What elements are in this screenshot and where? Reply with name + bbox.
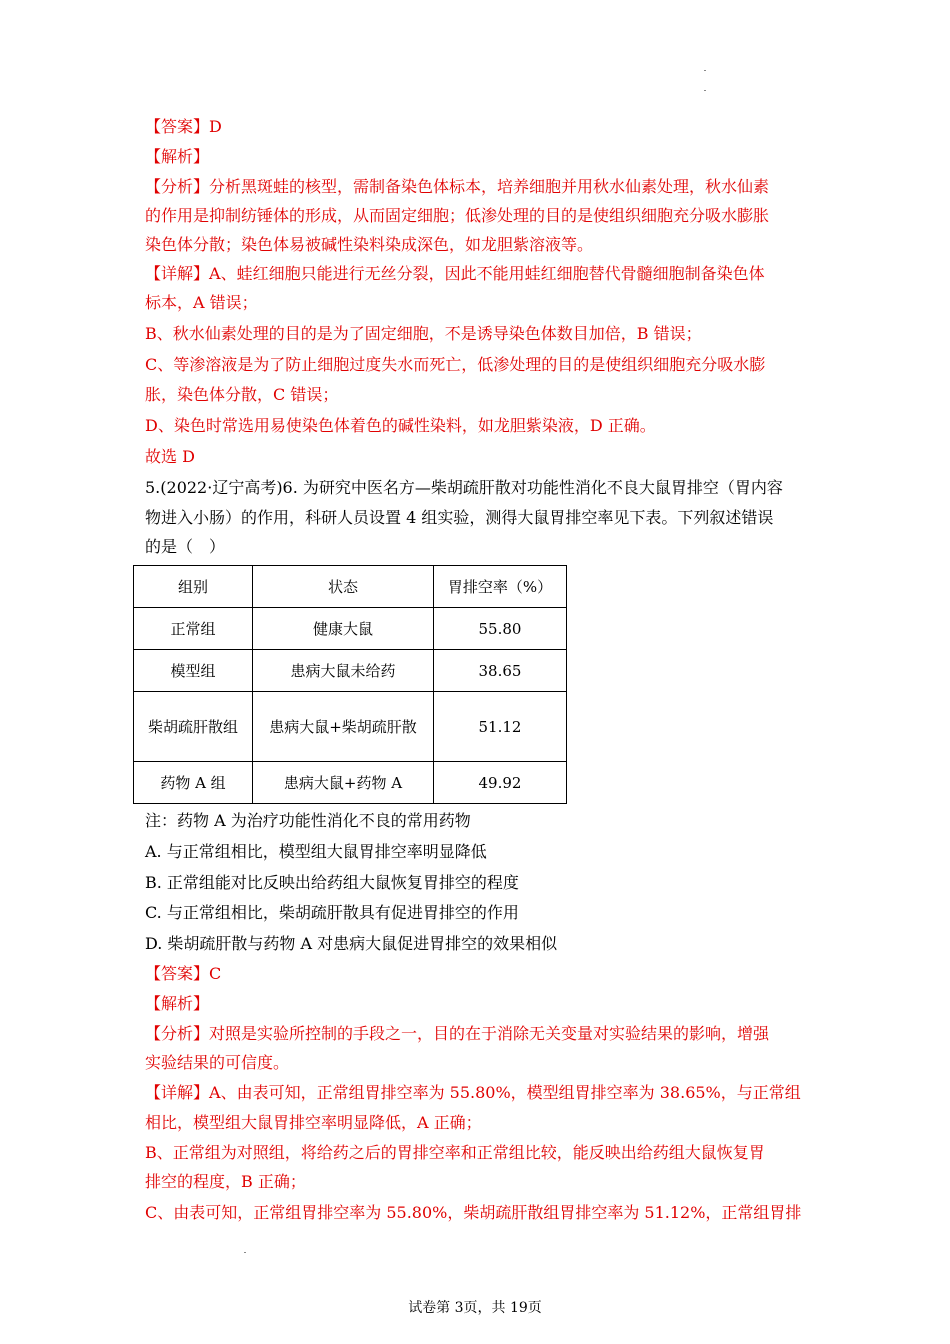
q4-answer: [145, 117, 810, 137]
header-cell: 组别: [134, 566, 253, 608]
scan-speck: [704, 70, 706, 71]
q5-xiangjie-a1: [145, 1083, 810, 1103]
q4-xiangjie-d: D、染色时常选用易使染色体着色的碱性染料，如龙胆紫染液，D 正确。: [145, 416, 656, 435]
table-cell: 正常组: [134, 608, 253, 650]
table-cell: 患病大鼠+药物 A: [253, 762, 434, 804]
q4-xiangjie-c1: C、等渗溶液是为了防止细胞过度失水而死亡，低渗处理的目的是使组织细胞充分吸水膨: [145, 355, 766, 374]
q4-analysis-heading: 【解析】: [145, 147, 210, 166]
q5-option-c: C. 与正常组相比，柴胡疏肝散具有促进胃排空的作用: [145, 903, 519, 922]
q5-xiangjie-a2: 相比，模型组大鼠胃排空率明显降低，A 正确；: [145, 1113, 482, 1132]
table-cell: 49.92: [434, 762, 567, 804]
q4-xiangjie-a1: [145, 264, 810, 284]
answer-tag: 【答案】: [145, 964, 210, 983]
q5-stem-line2: 物进入小肠）的作用，科研人员设置 4 组实验，测得大鼠胃排空率见下表。下列叙述错误: [145, 508, 774, 527]
q4-conclusion: 故选 D: [145, 447, 195, 466]
table-row: [134, 608, 567, 650]
table-row: [134, 762, 567, 804]
header-cell: 状态: [253, 566, 434, 608]
table-cell: 55.80: [434, 608, 567, 650]
q5-option-d: D. 柴胡疏肝散与药物 A 对患病大鼠促进胃排空的效果相似: [145, 934, 558, 953]
xiangjie-tag: 【详解】: [145, 264, 210, 283]
q5-stem-line1: 5.(2022·辽宁高考)6. 为研究中医名方—柴胡疏肝散对功能性消化不良大鼠胃排空（胃内容: [145, 478, 783, 497]
fenxi-text: 对照是实验所控制的手段之一，目的在于消除无关变量对实验结果的影响，增强: [209, 1024, 770, 1043]
q5-analysis-heading: 【解析】: [145, 994, 210, 1013]
header-cell: 胃排空率（%）: [434, 566, 567, 608]
q5-fenxi-line2: 实验结果的可信度。: [145, 1053, 290, 1072]
answer-value: D: [209, 117, 222, 136]
q5-xiangjie-b2: 排空的程度，B 正确；: [145, 1172, 306, 1191]
scan-speck: [704, 90, 706, 91]
table-cell: 38.65: [434, 650, 567, 692]
q5-xiangjie-c1: C、由表可知，正常组胃排空率为 55.80%，柴胡疏肝散组胃排空率为 51.12%，正常组胃排: [145, 1203, 802, 1222]
table-header-row: [134, 566, 567, 608]
table-cell: 模型组: [134, 650, 253, 692]
fenxi-tag: 【分析】: [145, 1024, 210, 1043]
q4-fenxi-line3: 染色体分散；染色体易被碱性染料染成深色，如龙胆紫溶液等。: [145, 235, 594, 254]
results-table: [133, 565, 567, 804]
wrapped-cell-text: 柴胡疏肝散组: [148, 717, 239, 736]
table-cell: 患病大鼠未给药: [253, 650, 434, 692]
table-cell: 健康大鼠: [253, 608, 434, 650]
scan-speck: [244, 1252, 246, 1253]
page-footer: 试卷第 3页，共 19页: [408, 1300, 542, 1316]
q5-fenxi-line1: [145, 1024, 810, 1044]
q4-fenxi-line2: 的作用是抑制纺锤体的形成，从而固定细胞；低渗处理的目的是使组织细胞充分吸水膨胀: [145, 206, 770, 225]
xiangjie-text: A、由表可知，正常组胃排空率为 55.80%，模型组胃排空率为 38.65%，与正常组: [209, 1083, 801, 1102]
xiangjie-text: A、蛙红细胞只能进行无丝分裂，因此不能用蛙红细胞替代骨髓细胞制备染色体: [209, 264, 765, 283]
q5-option-a: A. 与正常组相比，模型组大鼠胃排空率明显降低: [145, 842, 487, 861]
q5-note: 注：药物 A 为治疗功能性消化不良的常用药物: [145, 811, 471, 830]
q4-xiangjie-b: B、秋水仙素处理的目的是为了固定细胞，不是诱导染色体数目加倍，B 错误；: [145, 324, 702, 343]
xiangjie-tag: 【详解】: [145, 1083, 210, 1102]
q4-xiangjie-c2: 胀，染色体分散，C 错误；: [145, 385, 339, 404]
q5-answer: [145, 964, 810, 984]
fenxi-text: 分析黑斑蛙的核型，需制备染色体标本，培养细胞并用秋水仙素处理，秋水仙素: [209, 177, 770, 196]
q5-xiangjie-b1: B、正常组为对照组，将给药之后的胃排空率和正常组比较，能反映出给药组大鼠恢复胃: [145, 1143, 765, 1162]
table-row: [134, 650, 567, 692]
answer-tag: 【答案】: [145, 117, 210, 136]
table-cell: [134, 692, 253, 762]
table-row: [134, 692, 567, 762]
answer-value: C: [209, 964, 222, 983]
q5-option-b: B. 正常组能对比反映出给药组大鼠恢复胃排空的程度: [145, 873, 519, 892]
q4-fenxi-line1: [145, 177, 810, 197]
table-cell: 药物 A 组: [134, 762, 253, 804]
table-cell: 患病大鼠+柴胡疏肝散: [253, 692, 434, 762]
q4-xiangjie-a2: 标本，A 错误；: [145, 293, 258, 312]
table-cell: 51.12: [434, 692, 567, 762]
q5-stem-line3: 的是（ ）: [145, 537, 226, 556]
fenxi-tag: 【分析】: [145, 177, 210, 196]
